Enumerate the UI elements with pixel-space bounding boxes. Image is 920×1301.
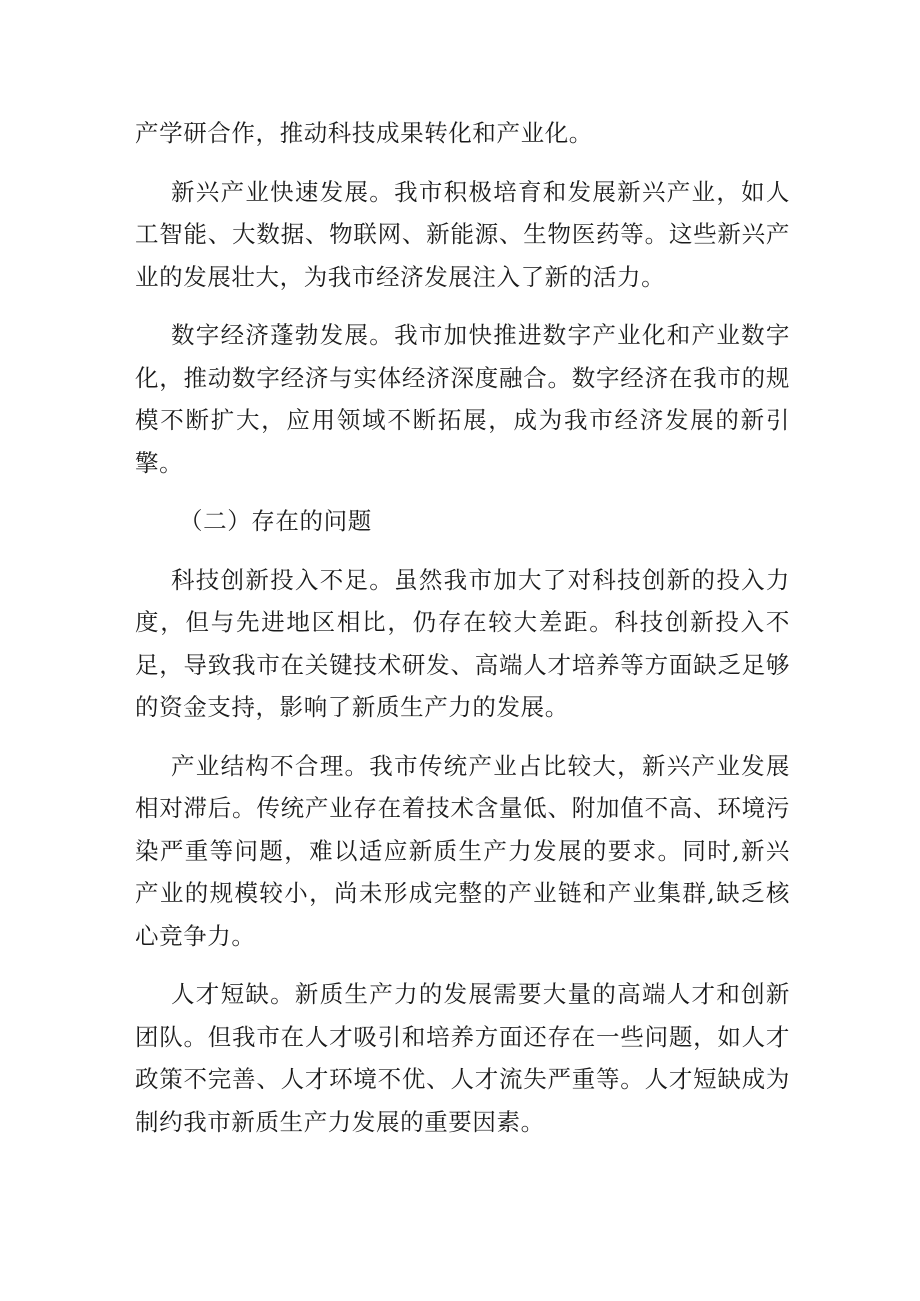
paragraph-talent-shortage: 人才短缺。新质生产力的发展需要大量的高端人才和创新团队。但我市在人才吸引和培养方面还存在一些问题，如人才政策不完善、人才环境不优、人才流失严重等。人才短缺成为制约我市新质生产力发展的重要因素。 bbox=[135, 980, 790, 1136]
section-heading: （二）存在的问题 bbox=[179, 507, 372, 535]
paragraph-emerging-industries: 新兴产业快速发展。我市积极培育和发展新兴产业，如人工智能、大数据、物联网、新能源、生物医药等。这些新兴产业的发展壮大，为我市经济发展注入了新的活力。 bbox=[135, 177, 790, 291]
paragraph-industrial-structure: 产业结构不合理。我市传统产业占比较大，新兴产业发展相对滞后。传统产业存在着技术含量低、附加值不高、环境污染严重等问题，难以适应新质生产力发展的要求。同时,新兴产业的规模较小，尚未形成完整的产业链和产业集群,缺乏核心竞争力。 bbox=[135, 751, 790, 950]
paragraph-digital-economy: 数字经济蓬勃发展。我市加快推进数字产业化和产业数字化，推动数字经济与实体经济深度融合。数字经济在我市的规模不断扩大，应用领域不断拓展，成为我市经济发展的新引擎。 bbox=[135, 321, 790, 477]
paragraph-continuation: 产学研合作，推动科技成果转化和产业化。 bbox=[135, 119, 593, 147]
paragraph-rd-investment: 科技创新投入不足。虽然我市加大了对科技创新的投入力度，但与先进地区相比，仍存在较大差距。科技创新投入不足，导致我市在关键技术研发、高端人才培养等方面缺乏足够的资金支持，影响了新质生产力的发展。 bbox=[135, 565, 790, 721]
document-body bbox=[135, 112, 790, 1143]
